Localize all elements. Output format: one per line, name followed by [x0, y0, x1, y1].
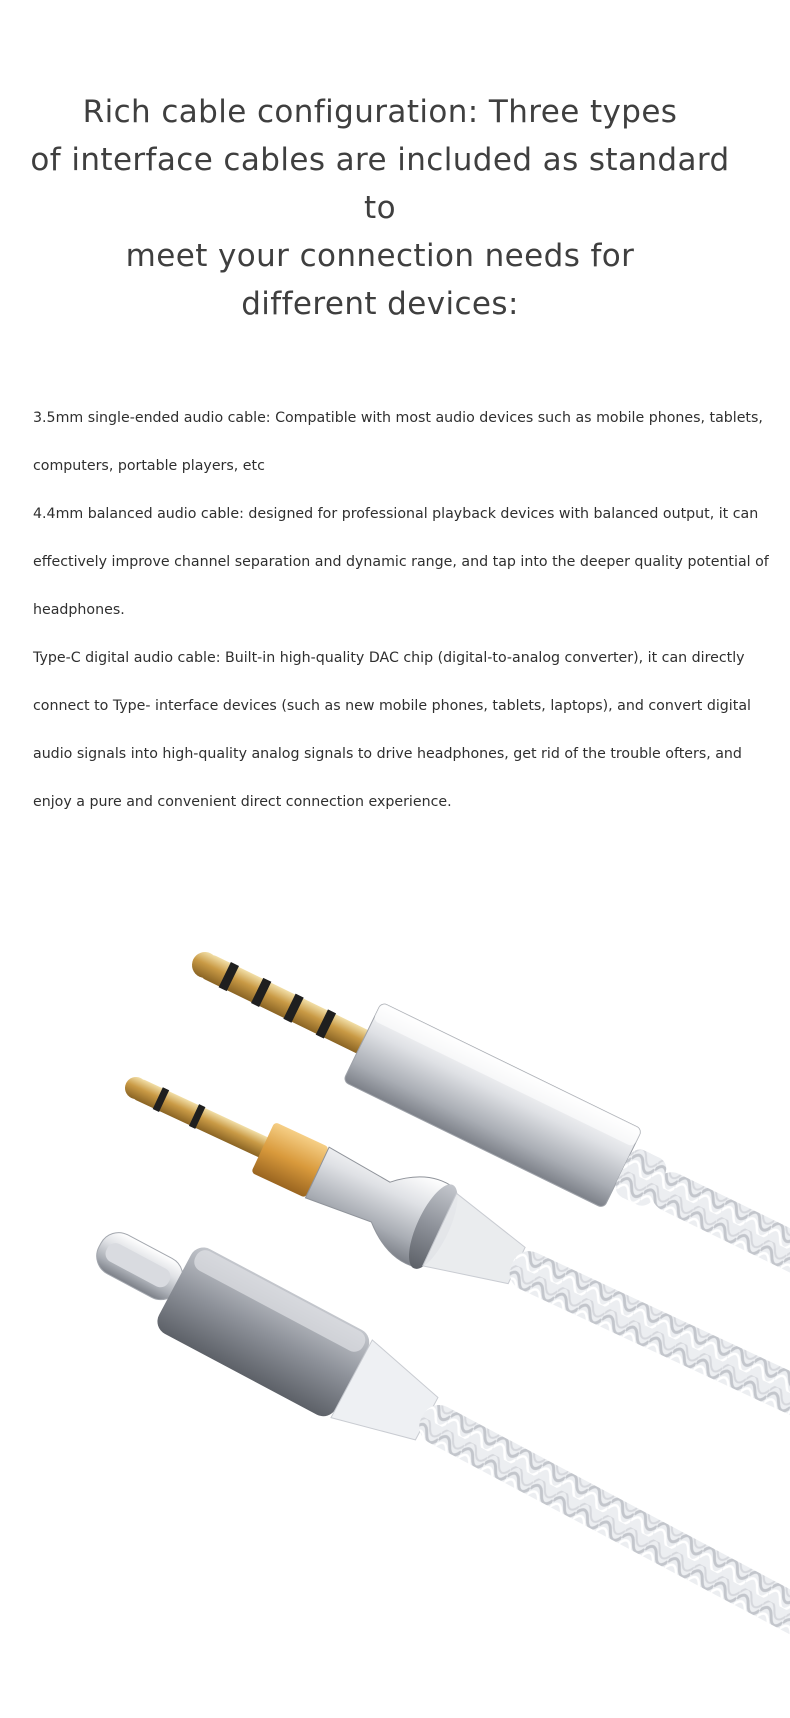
desc-line: 4.4mm balanced audio cable: designed for professional playback devices with balanced output, it can — [33, 506, 759, 522]
headline-line-1: Rich cable configuration: Three types — [82, 94, 678, 130]
headline — [30, 88, 730, 328]
desc-line: 3.5mm single-ended audio cable: Compatible with most audio devices such as mobile phones, tablets, — [33, 410, 763, 426]
headline-line-4: different devices: — [241, 286, 519, 322]
desc-line: connect to Type- interface devices (such as new mobile phones, tablets, laptops), and convert digital — [33, 698, 751, 714]
desc-line: enjoy a pure and convenient direct connection experience. — [33, 794, 452, 810]
desc-line: computers, portable players, etc — [33, 458, 265, 474]
desc-line: effectively improve channel separation and dynamic range, and tap into the deeper quality potential of — [33, 554, 769, 570]
description-block — [33, 394, 769, 826]
desc-line: headphones. — [33, 602, 125, 618]
plug-type-c — [77, 1203, 790, 1694]
desc-line: Type-C digital audio cable: Built-in high-quality DAC chip (digital-to-analog converter), it can directly — [33, 650, 745, 666]
headline-line-2: of interface cables are included as standard to — [30, 142, 730, 226]
headline-line-3: meet your connection needs for — [125, 238, 635, 274]
cable-product-image — [0, 940, 790, 1718]
desc-line: audio signals into high-quality analog signals to drive headphones, get rid of the trouble ofters, and — [33, 746, 742, 762]
